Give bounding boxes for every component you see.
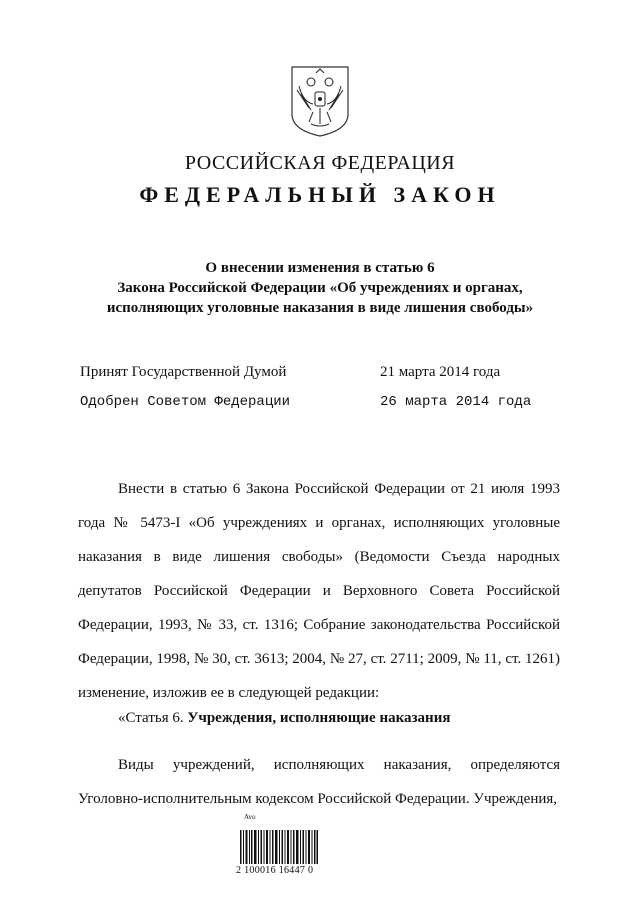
article-title: Учреждения, исполняющие наказания <box>187 710 451 726</box>
article-heading <box>118 710 450 727</box>
council-approval-label: Одобрен Советом Федерации <box>80 394 291 410</box>
body-paragraph: Виды учреждений, исполняющих наказания, определяются Уголовно-исполнительным кодексом Российской Федерации. Учреждения, <box>78 757 560 807</box>
duma-adoption-label: Принят Государственной Думой <box>80 364 287 380</box>
law-title-line: исполняющих уголовные наказания в виде лишения свободы» <box>106 300 534 316</box>
law-title <box>60 258 580 318</box>
barcode-icon <box>240 830 318 864</box>
body-paragraph: Внести в статью 6 Закона Российской Федерации от 21 июля 1993 года № 5473-I «Об учреждениях и органах, исполняющих уголовные наказания в виде лишения свободы» (Ведомости Съезда народных депутатов Российской Федерации и Верховного Совета Российской Федерации, 1993, № 33, ст. 1316; Собрание законодательства Российской Федерации, 1998, № 30, ст. 3613; 2004, № 27, ст. 2711; 2009, № 11, ст. 1261) изменение, изложив ее в следующей редакции: <box>78 481 560 701</box>
duma-adoption-date: 21 марта 2014 года <box>380 364 501 380</box>
law-title-line: О внесении изменения в статью 6 <box>205 260 435 276</box>
law-title-line: Закона Российской Федерации «Об учреждениях и органах, <box>117 280 523 296</box>
coat-of-arms-icon <box>289 64 351 138</box>
article-number: «Статья 6. <box>118 710 184 726</box>
council-approval-date: 26 марта 2014 года <box>380 394 532 410</box>
barcode-number: 2 100016 16447 0 <box>236 865 314 876</box>
country-name: РОССИЙСКАЯ ФЕДЕРАЦИЯ <box>184 152 456 174</box>
law-type-heading: ФЕДЕРАЛЬНЫЙ ЗАКОН <box>139 182 501 207</box>
barcode-mark: Avo <box>244 813 256 821</box>
